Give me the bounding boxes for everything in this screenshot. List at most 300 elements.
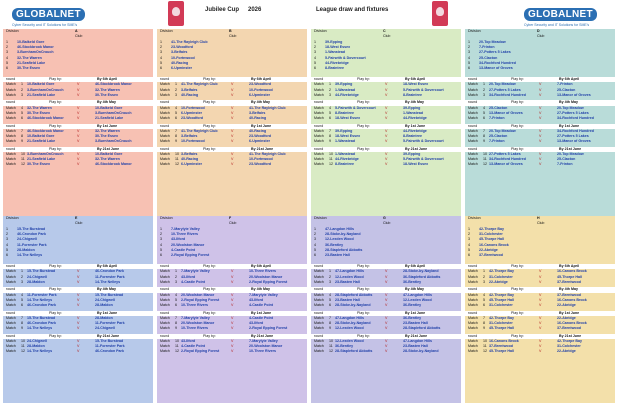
round-date: By 4th May [405,100,424,105]
home-team: 3-BurnhamOnCrouch [27,87,64,92]
play-by-label: Play by: [49,123,62,128]
match-number: 7 [21,315,23,320]
team-number: 1 [314,40,316,44]
round-date: By 6th April [405,77,426,82]
match-number: 3 [21,279,23,284]
club-header-row [3,34,153,39]
match-number: 7 [21,128,23,133]
division-letter: G [383,216,386,220]
match-label: Match [6,128,16,133]
team-name: 41-The Rayleigh Club [171,40,208,44]
play-by-label: Play by: [511,287,524,292]
home-team: 27-Potters 5 Lakes [489,152,521,156]
match-label: Match [468,162,478,167]
away-team: 36-Stapleford Abbotts [403,274,441,279]
versus-label: V [539,92,542,97]
versus-label: V [77,162,80,167]
versus-label: V [231,274,234,279]
versus-label: V [231,134,234,138]
versus-label: V [231,110,234,115]
match-label: Match [314,303,324,307]
match-label: Match [160,292,170,297]
team-name: 10-Fortnwood [171,55,195,60]
round-label: round [468,123,478,128]
play-by-label: Play by: [203,146,216,151]
fixture-row [3,303,153,308]
match-number: 5 [329,297,331,302]
club-label: Club [75,221,83,226]
home-team: 7-Frinton [489,116,505,120]
team-number: 1 [468,227,470,231]
division-label: Division [160,216,173,220]
away-team: 4-Castle Point [249,303,273,307]
round-label: round [6,310,16,315]
round-date: By 21st June [97,146,120,151]
match-number: 6 [21,116,23,120]
match-number: 10 [329,339,333,343]
away-team: 21-Seafield Lake [95,116,124,120]
versus-label: V [385,274,388,279]
match-label: Match [160,321,170,325]
team-name: 39-Epping [325,40,343,44]
club-header-row [157,34,307,39]
fixture-row [3,139,153,144]
away-team: 41-The Rayleigh Club [249,105,286,110]
away-team: 13-Manor of Groves [557,92,591,97]
fixture-row [311,93,461,98]
versus-label: V [385,139,388,144]
match-number: 12 [329,349,333,354]
match-label: Match [468,292,478,297]
home-team: 12-Lexden Wood [335,274,364,279]
versus-label: V [231,292,234,297]
versus-label: V [539,157,542,162]
versus-label: V [231,87,234,92]
team-name: 37-Brentwood [479,253,503,257]
match-label: Match [468,139,478,144]
versus-label: V [539,87,542,92]
home-team: 21-Seafield Lake [27,157,56,162]
versus-label: V [77,157,80,162]
match-label: Match [314,321,324,325]
team-name: 46-Crondon Park [17,232,46,237]
fixture-row [157,349,307,354]
match-number: 6 [483,303,485,307]
match-label: Match [314,269,324,274]
team-name: 11-Forrester Park [17,242,47,247]
versus-label: V [77,110,80,115]
match-number: 1 [21,82,23,87]
match-number: 4 [483,105,485,110]
team-row [3,66,153,71]
match-number: 4 [483,292,485,297]
team-name: 14-The Nelleys [17,253,43,257]
home-team: 8-Braintree [335,110,354,115]
team-row [311,66,461,71]
team-name: 25-Clacton [479,55,498,60]
match-label: Match [314,339,324,343]
away-team: 43-Ilford [249,297,264,302]
round-date: By 4th May [97,100,116,105]
team-number: 5 [468,60,470,65]
logo-text: GLOBALNET [524,8,597,21]
away-team: 16-Canons Brook [557,297,587,302]
match-number: 1 [175,82,177,87]
match-number: 12 [175,162,179,167]
match-number: 1 [329,269,331,274]
fixture-row [465,162,615,167]
round-label: round [160,77,170,82]
play-by-label: Play by: [357,310,370,315]
versus-label: V [385,321,388,325]
home-team: 8-Braintree [335,162,354,167]
away-team: 10-Fortnwood [249,157,273,162]
match-number: 8 [483,134,485,138]
team-row [157,66,307,71]
home-team: 43-Ilford [181,339,196,343]
match-label: Match [6,315,16,320]
away-team: 37-Brentwood [557,279,581,284]
match-number: 3 [329,92,331,97]
match-label: Match [6,269,16,274]
home-team: 6-Upminster [181,162,202,167]
match-label: Match [6,157,16,162]
match-number: 10 [21,152,25,156]
match-label: Match [6,344,16,349]
division-label: Division [6,29,19,33]
match-label: Match [314,105,324,110]
versus-label: V [231,303,234,307]
home-team: 6-Upminster [181,110,202,115]
match-label: Match [314,349,324,354]
versus-label: V [385,134,388,138]
round-label: round [468,333,478,338]
home-team: 25-Clacton [489,105,508,110]
away-team: 20-Woolston Manor [249,274,283,279]
match-number: 7 [329,315,331,320]
away-team: 32-The Warren [95,157,120,162]
club-header-row [311,34,461,39]
home-team: 10-Three Rivers [181,326,208,331]
team-number: 2 [468,232,470,237]
match-label: Match [314,128,324,133]
match-label: Match [468,110,478,115]
team-name: 3-BurnhamOnCrouch [17,50,54,55]
round-date: By 6th April [251,264,272,269]
team-number: 1 [160,227,162,231]
match-number: 5 [329,110,331,115]
fixture-row [311,139,461,144]
away-team: 46-Stockbrook Manor [95,162,132,167]
match-label: Match [6,152,16,156]
match-number: 11 [483,344,487,349]
fixture-row [465,349,615,354]
versus-label: V [77,344,80,349]
home-team: 24-Chigwell [27,274,47,279]
round-label: round [6,100,16,105]
versus-label: V [77,279,80,284]
match-label: Match [314,139,324,144]
play-by-label: Play by: [357,123,370,128]
match-number: 3 [483,279,485,284]
team-name: 32-The Warren [17,55,42,60]
round-date: By 6th April [405,264,426,269]
team-number: 6 [160,253,162,257]
match-number: 12 [483,349,487,354]
team-row [3,253,153,258]
match-label: Match [6,292,16,297]
club-header-row [311,221,461,226]
home-team: 46-Stockbrook Manor [27,128,64,133]
versus-label: V [231,349,234,354]
match-number: 2 [21,274,23,279]
away-team: 14-The Nelleys [95,279,121,284]
versus-label: V [539,297,542,302]
match-label: Match [160,92,170,97]
away-team: 28-Maldon [95,303,113,307]
home-team: 18-West Essex [335,116,361,120]
match-number: 11 [175,157,179,162]
division-letter: A [75,29,78,33]
play-by-label: Play by: [511,100,524,105]
home-team: 28-Stapleford Abbotts [335,292,373,297]
home-team: 28-Stoke-by-Nayland [335,321,371,325]
play-by-label: Play by: [511,77,524,82]
home-team: 3-Belfairs [181,134,198,138]
home-team: 20-Woolston Manor [181,321,215,325]
versus-label: V [77,297,80,302]
home-team: 2-Royal Epping Forest [181,297,220,302]
versus-label: V [77,105,80,110]
versus-label: V [385,269,388,274]
fixture-row [157,326,307,331]
match-number: 12 [175,349,179,354]
fixture-row [311,116,461,121]
versus-label: V [385,92,388,97]
home-team: 28-Maldon [27,279,45,284]
fixture-row [157,162,307,167]
team-number: 3 [468,237,470,242]
match-number: 8 [175,134,177,138]
home-team: 45-Thorpe Hall [489,326,514,331]
match-label: Match [6,87,16,92]
round-date: By 6th April [251,77,272,82]
team-name: 7-Marylyie Valley [171,227,200,231]
club-header-row [157,221,307,226]
match-number: 4 [175,105,177,110]
club-label: Club [75,34,83,39]
match-number: 4 [329,105,331,110]
round-date: By 21st June [405,146,428,151]
match-label: Match [160,152,170,156]
match-label: Match [6,339,16,343]
home-team: 5-Fairwith & Dovercourt [335,105,376,110]
team-number: 5 [314,60,316,65]
match-number: 2 [175,274,177,279]
versus-label: V [385,339,388,343]
division-panel-g [311,216,461,403]
away-team: 11-Forrester Park [95,321,125,325]
match-number: 4 [21,292,23,297]
away-team: 1-Wanstead [403,110,424,115]
versus-label: V [231,152,234,156]
fixture-row [465,280,615,285]
match-label: Match [468,105,478,110]
team-number: 5 [6,60,8,65]
round-label: round [160,333,170,338]
away-team: 45-Thorpe Hall [557,274,582,279]
fixture-row [311,280,461,285]
round-label: round [314,146,324,151]
versus-label: V [231,105,234,110]
away-team: 7-Marylyie Valley [249,292,278,297]
away-team: 10-Three Rivers [249,269,276,274]
match-number: 11 [21,157,25,162]
play-by-label: Play by: [49,333,62,338]
team-name: 1-Wanstead [325,50,346,55]
play-by-label: Play by: [357,333,370,338]
match-number: 9 [21,139,23,144]
home-team: 23-Woodford [181,116,204,120]
match-number: 12 [21,349,25,354]
team-name: 34-Rochford Hundred [479,60,516,65]
match-label: Match [160,162,170,167]
versus-label: V [77,116,80,120]
away-team: 27-Potters 5 Lakes [557,134,589,138]
play-by-label: Play by: [357,287,370,292]
match-number: 6 [483,116,485,120]
logo-subtext: Cyber Security and IT Solutions for SME's [524,23,590,27]
match-number: 6 [329,116,331,120]
away-team: 5-Fairwith & Dovercourt [403,139,444,144]
away-team: 11-Forrester Park [95,274,125,279]
match-number: 10 [483,339,487,343]
match-number: 8 [21,321,23,325]
club-crest-right-icon [432,1,448,26]
team-name: 28-Stapleford Abbotts [325,247,363,252]
versus-label: V [77,321,80,325]
versus-label: V [539,315,542,320]
home-team: 23-Basten Hall [335,297,360,302]
match-number: 5 [21,297,23,302]
away-team: 34-Rochford Hundred [557,128,594,133]
match-number: 3 [175,279,177,284]
away-team: 7-Frinton [557,162,573,167]
away-team: 40-Racing [249,128,267,133]
round-date: By 21st June [405,333,428,338]
round-date: By 4th May [405,287,424,292]
match-number: 5 [483,297,485,302]
away-team: 23-Woodford [249,162,272,167]
round-label: round [160,123,170,128]
away-team: 46-Stockbrook Manor [95,82,132,87]
team-name: 31-Colchester [479,232,503,237]
home-team: 14-The Nelleys [27,297,53,302]
team-name: 21-Seafield Lake [17,60,46,65]
away-team: 23-Basten Hall [403,344,428,349]
away-team: 28-Maldon [95,315,113,320]
team-number: 2 [6,45,8,50]
round-date: By 1st June [405,123,426,128]
home-team: 30-The Essex [27,162,50,167]
away-team: 10-Fortnwood [249,87,273,92]
match-label: Match [314,157,324,162]
round-label: round [314,100,324,105]
match-number: 3 [21,92,23,97]
team-name: 43-Ilford [171,237,186,242]
away-team: 10-Three Rivers [249,349,276,354]
match-label: Match [468,326,478,331]
team-number: 3 [160,50,162,55]
match-label: Match [6,279,16,284]
versus-label: V [77,269,80,274]
home-team: 13-Manor of Groves [489,162,523,167]
match-label: Match [468,303,478,307]
team-number: 1 [314,227,316,231]
away-team: 15-The Burstead [95,292,124,297]
play-by-label: Play by: [203,77,216,82]
home-team: 34-Rochford Hundred [489,157,526,162]
match-label: Match [160,157,170,162]
round-date: By 1st June [251,310,272,315]
away-team: 3-Belfairs [249,110,266,115]
play-by-label: Play by: [49,77,62,82]
play-by-label: Play by: [49,310,62,315]
away-team: 28-Stapleford Abbotts [403,326,441,331]
match-number: 4 [175,292,177,297]
versus-label: V [539,303,542,307]
away-team: 3-BurnhamOnCrouch [95,139,132,144]
match-number: 9 [329,139,331,144]
match-number: 8 [21,134,23,138]
away-team: 41-The Rayleigh Club [249,152,286,156]
home-team: 41-The Rayleigh Club [181,128,218,133]
round-date: By 1st June [559,123,580,128]
club-label: Club [229,221,237,226]
match-number: 1 [483,269,485,274]
versus-label: V [231,321,234,325]
match-label: Match [160,303,170,307]
versus-label: V [385,303,388,307]
round-label: round [468,100,478,105]
page-subtitle: League draw and fixtures [316,7,389,13]
versus-label: V [539,162,542,167]
match-label: Match [468,87,478,92]
division-panel-f [157,216,307,403]
page-header [0,0,618,28]
fixture-row [3,349,153,354]
match-number: 6 [21,303,23,307]
round-date: By 4th May [559,100,578,105]
match-label: Match [160,297,170,302]
team-name: 15-The Burstead [17,227,46,231]
away-team: 39-Epping [403,152,421,156]
home-team: 47-Langdon Hills [335,315,364,320]
match-label: Match [160,326,170,331]
versus-label: V [231,92,234,97]
division-label: Division [6,216,19,220]
club-label: Club [537,221,545,226]
away-team: 2-Royal Epping Forest [249,279,288,284]
team-name: 20-Woolston Manor [171,242,205,247]
match-number: 12 [483,162,487,167]
home-team: 28-Maldon [27,344,45,349]
round-label: round [314,123,324,128]
away-team: 7-Marylyie Valley [249,339,278,343]
team-number: 3 [160,237,162,242]
match-number: 2 [175,87,177,92]
division-letter: H [537,216,540,220]
